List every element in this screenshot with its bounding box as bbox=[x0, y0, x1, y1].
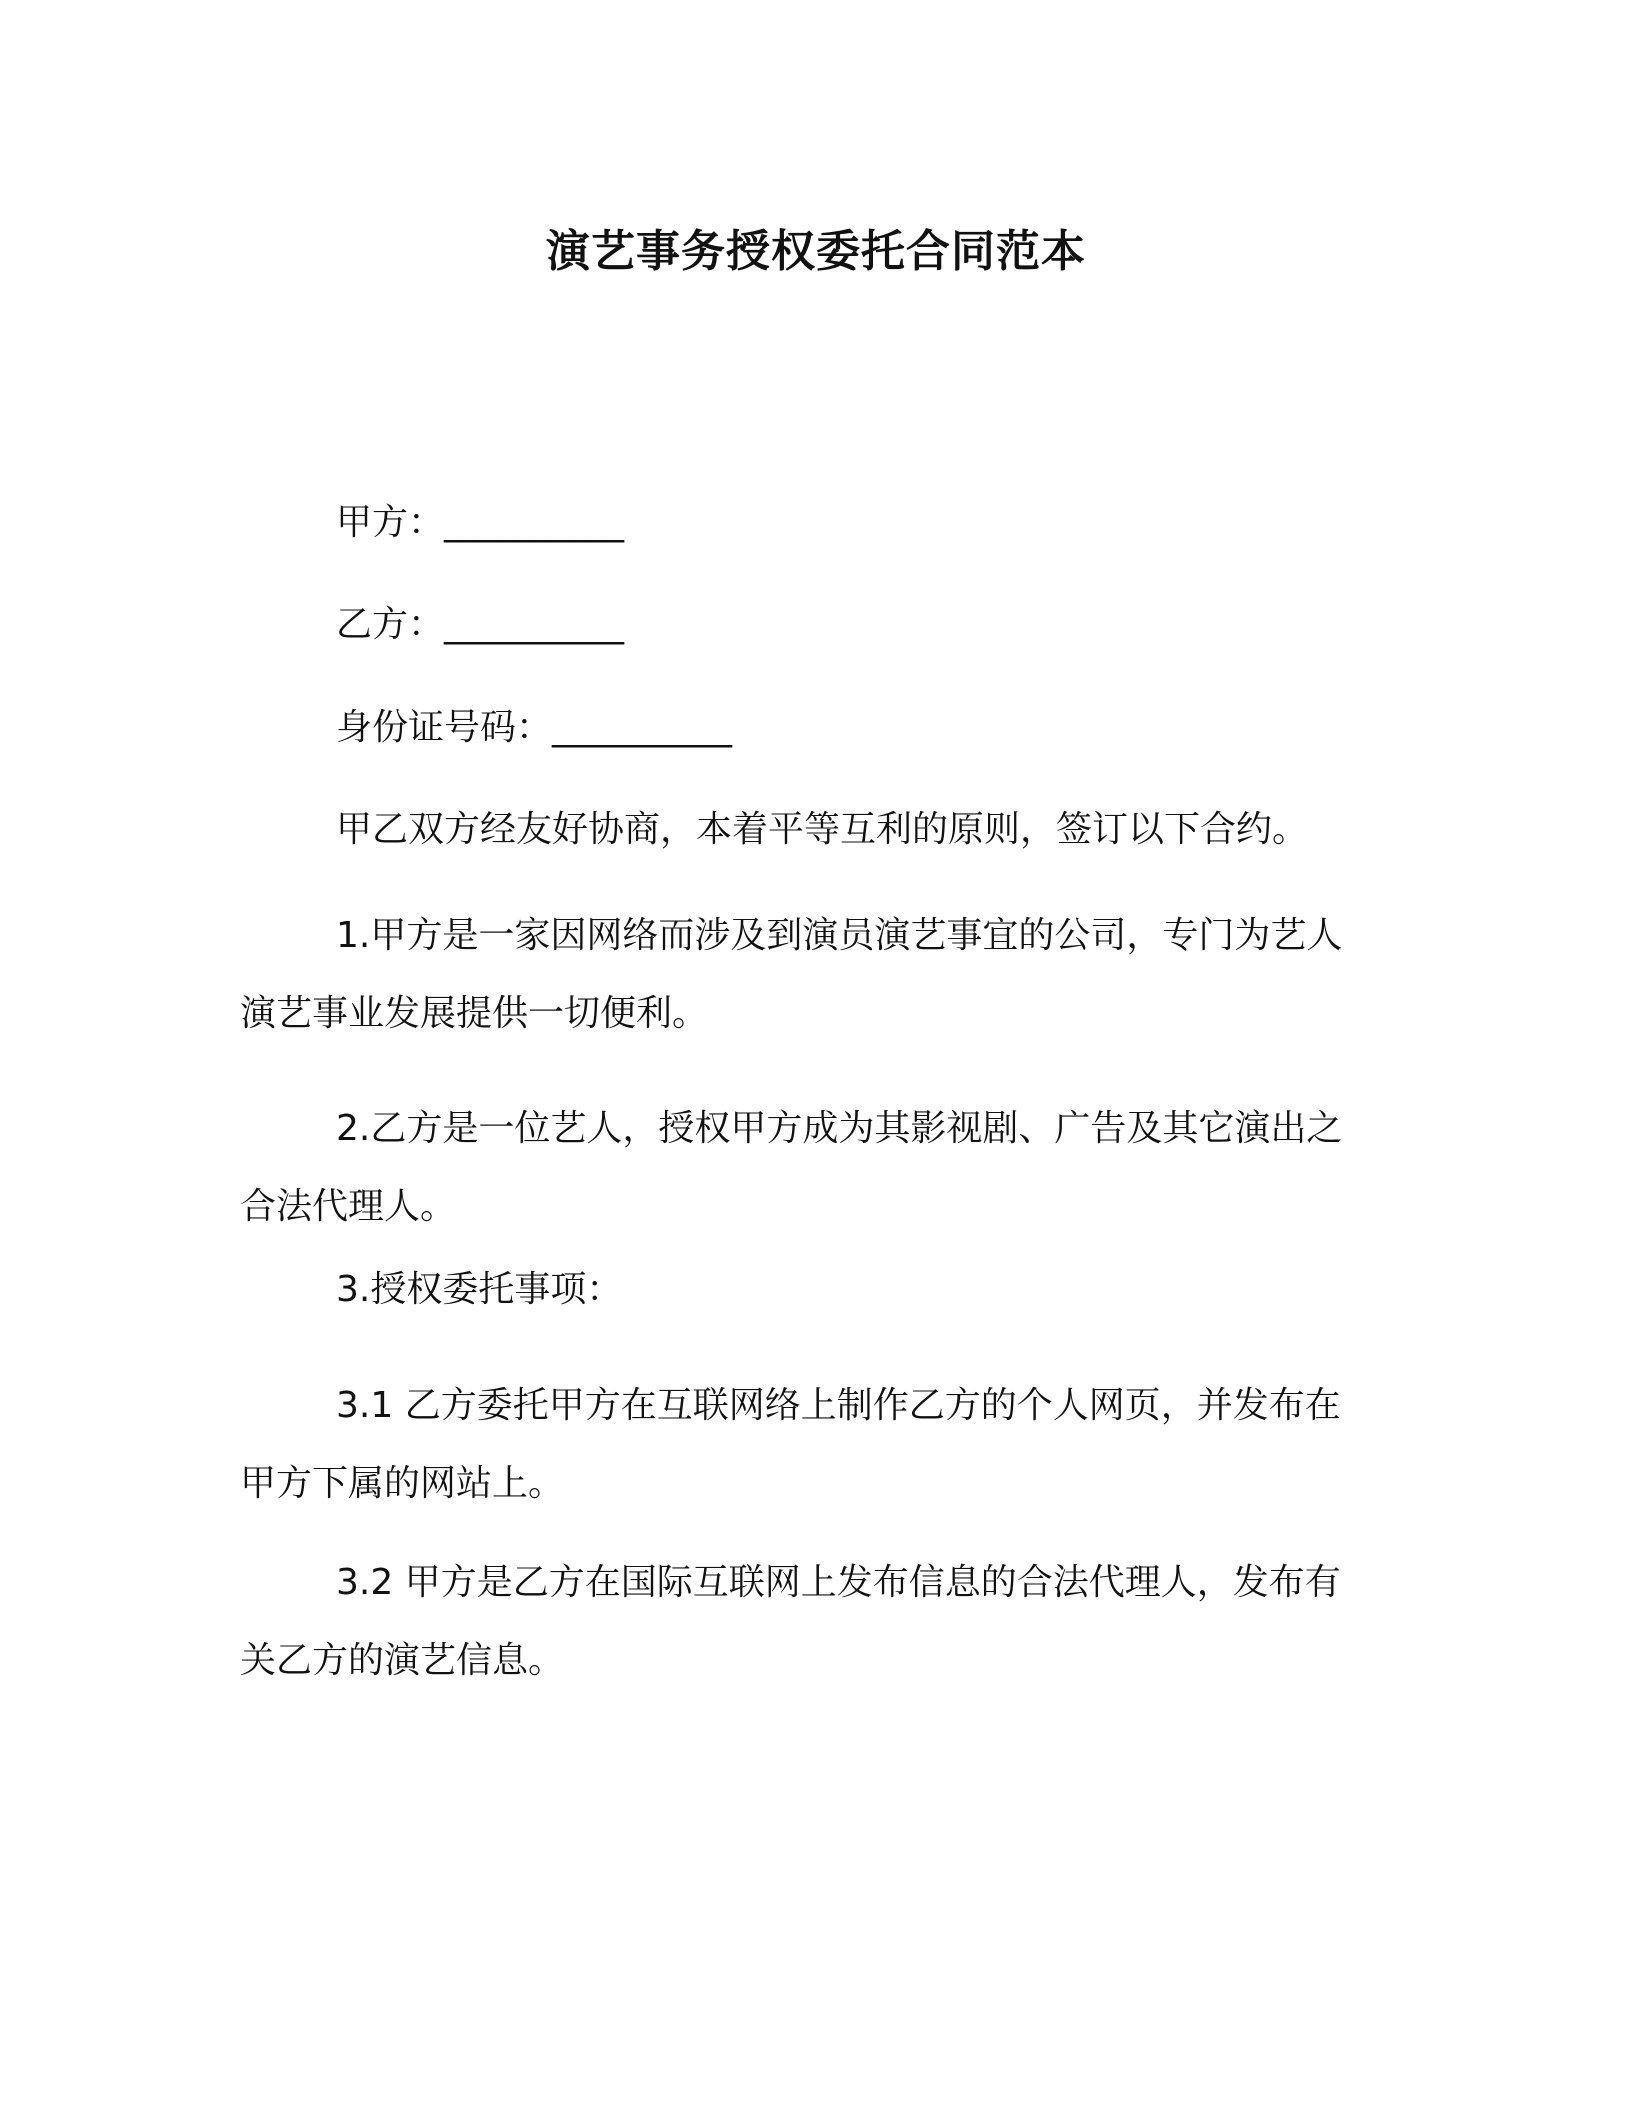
document-title: 演艺事务授权委托合同范本 bbox=[546, 226, 1086, 277]
clause-1: 1.甲方是一家因网络而涉及到演员演艺事宜的公司，专门为艺人演艺事业发展提供一切便利。 bbox=[240, 915, 1343, 1034]
party-b-line: 乙方：__________ bbox=[336, 604, 625, 645]
clause-3-heading: 3.授权委托事项： bbox=[336, 1269, 623, 1310]
clause-3-1: 3.1 乙方委托甲方在互联网络上制作乙方的个人网页，并发布在甲方下属的网站上。 bbox=[240, 1385, 1341, 1504]
intro-paragraph: 甲乙双方经友好协商，本着平等互利的原则，签订以下合约。 bbox=[336, 809, 1309, 850]
party-a-line: 甲方：__________ bbox=[336, 502, 625, 543]
clause-2: 2.乙方是一位艺人，授权甲方成为其影视剧、广告及其它演出之合法代理人。 bbox=[240, 1108, 1343, 1227]
id-number-line: 身份证号码：__________ bbox=[336, 707, 733, 748]
clause-3-2: 3.2 甲方是乙方在国际互联网上发布信息的合法代理人，发布有关乙方的演艺信息。 bbox=[240, 1562, 1341, 1681]
